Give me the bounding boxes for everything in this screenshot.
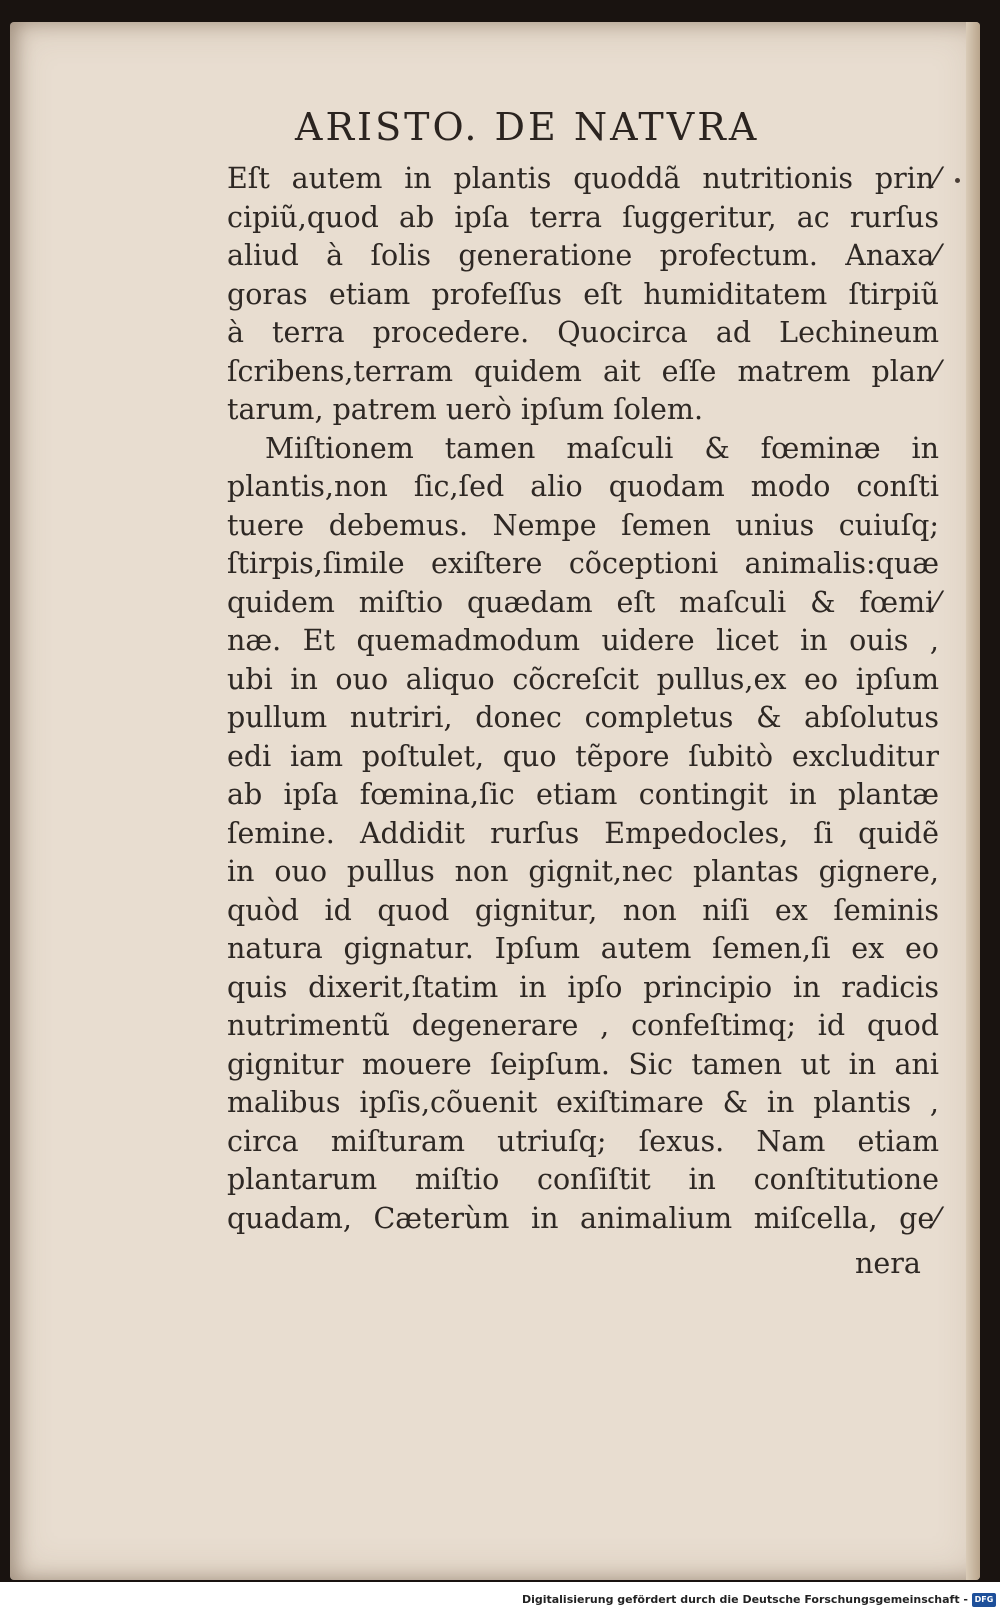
text-line: tuere debemus. Nempe ſemen unius cuiuſq; — [227, 508, 939, 542]
text-line: plantarum miſtio conſiſtit in conſtitutione — [227, 1163, 939, 1196]
text-line: circa miſturam utriuſq; ſexus. Nam etiam — [227, 1124, 939, 1158]
text-line: gignitur mouere ſeipſum. Sic tamen ut in ani — [227, 1047, 939, 1081]
text-line: pullum nutriri, donec completus & abſolutus — [227, 701, 939, 734]
text-line: à terra procedere. Quocirca ad Lechineum — [227, 316, 939, 349]
margin-mark — [955, 178, 960, 183]
running-head: ARISTO. DE NATVRA — [295, 105, 760, 149]
text-line: aliud à ſolis generatione profectum. Anaxa⁄ — [227, 239, 939, 272]
body-text — [227, 160, 939, 1238]
text-line: natura gignatur. Ipſum autem ſemen,ſi ex eo — [227, 932, 939, 965]
text-line: ſcribens,terram quidem ait eſſe matrem plan⁄ — [227, 354, 939, 388]
text-line: plantis,non ſic,ſed alio quodam modo conſti — [227, 470, 939, 503]
page-edge — [966, 22, 980, 1580]
text-line: Eſt autem in plantis quoddã nutritionis prin⁄ — [227, 162, 939, 195]
text-line: nutrimentũ degenerare , confeſtimq; id quod — [227, 1009, 939, 1042]
catchword: nera — [855, 1247, 921, 1280]
text-line: in ouo pullus non gignit,nec plantas gignere, — [227, 855, 939, 888]
text-line: quòd id quod gignitur, non niſi ex ſeminis — [227, 893, 939, 927]
text-line: ab ipſa fœmina,ſic etiam contingit in plantæ — [227, 778, 939, 811]
text-line: ubi in ouo aliquo cõcreſcit pullus,ex eo ipſum — [227, 662, 939, 696]
text-line: malibus ipſis,cõuenit exiſtimare & in plantis , — [227, 1086, 939, 1119]
paragraph-start-line: Miſtionem tamen maſculi & fœminæ in — [265, 431, 939, 465]
text-line: ſemine. Addidit rurſus Empedocles, ſi quidẽ — [227, 816, 939, 850]
text-line: ſtirpis,ſimile exiſtere cõceptioni animalis:quæ — [227, 547, 939, 580]
funding-credit: Digitalisierung gefördert durch die Deutsche Forschungsgemeinschaft - — [521, 1593, 968, 1606]
text-line: goras etiam profeſſus eſt humiditatem ſtirpiũ — [227, 277, 939, 311]
text-line: næ. Et quemadmodum uidere licet in ouis , — [227, 624, 939, 657]
text-line: quadam, Cæterùm in animalium miſcella, ge⁄ — [227, 1201, 939, 1235]
dfg-logo-icon: DFG — [972, 1593, 996, 1607]
text-line: quis dixerit,ſtatim in ipſo principio in radicis — [227, 970, 939, 1004]
text-line: quidem miſtio quædam eſt maſculi & fœmi⁄ — [227, 585, 939, 619]
footer-bar — [0, 1582, 1000, 1612]
text-line: cipiũ,quod ab ipſa terra ſuggeritur, ac rurſus — [227, 200, 939, 234]
text-line: tarum, patrem uerò ipſum ſolem. — [227, 393, 704, 426]
text-line: edi iam poſtulet, quo tẽpore ſubitò excluditur — [227, 739, 939, 773]
